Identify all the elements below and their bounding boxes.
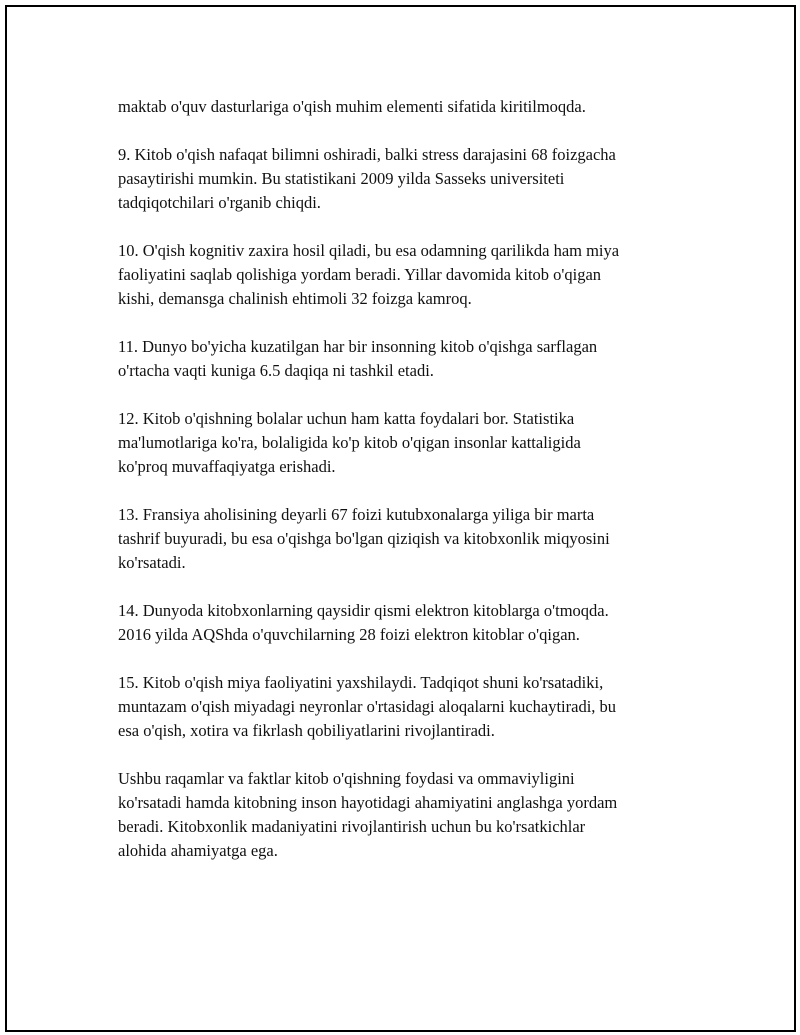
text-line: 13. Fransiya aholisining deyarli 67 foizi kutubxonalarga yiliga bir marta <box>118 505 595 524</box>
text-line: esa o'qish, xotira va fikrlash qobiliyatlarini rivojlantiradi. <box>118 721 495 740</box>
text-line: 10. O'qish kognitiv zaxira hosil qiladi, bu esa odamning qarilikda ham miya <box>118 241 620 260</box>
text-line: 14. Dunyoda kitobxonlarning qaysidir qismi elektron kitoblarga o'tmoqda. <box>118 601 609 620</box>
text-line: ko'proq muvaffaqiyatga erishadi. <box>118 457 336 476</box>
text-line: 2016 yilda AQShda o'quvchilarning 28 foizi elektron kitoblar o'qigan. <box>118 625 580 644</box>
paragraph-fact-15 <box>118 671 708 743</box>
text-line: o'rtacha vaqti kuniga 6.5 daqiqa ni tashkil etadi. <box>118 361 434 380</box>
paragraph-fact-13 <box>118 503 708 575</box>
text-line: ko'rsatadi. <box>118 553 186 572</box>
text-line: ko'rsatadi hamda kitobning inson hayotidagi ahamiyatini anglashga yordam <box>118 793 618 812</box>
document-body <box>118 95 708 887</box>
text-line: pasaytirishi mumkin. Bu statistikani 2009 yilda Sasseks universiteti <box>118 169 565 188</box>
text-line: 11. Dunyo bo'yicha kuzatilgan har bir insonning kitob o'qishga sarflagan <box>118 337 598 356</box>
paragraph-fact-12 <box>118 407 708 479</box>
page-frame <box>5 5 796 1032</box>
text-line: 15. Kitob o'qish miya faoliyatini yaxshilaydi. Tadqiqot shuni ko'rsatadiki, <box>118 673 604 692</box>
text-line: tadqiqotchilari o'rganib chiqdi. <box>118 193 321 212</box>
paragraph-fact-14 <box>118 599 708 647</box>
text-line: faoliyatini saqlab qolishiga yordam beradi. Yillar davomida kitob o'qigan <box>118 265 602 284</box>
text-line: beradi. Kitobxonlik madaniyatini rivojlantirish uchun bu ko'rsatkichlar <box>118 817 586 836</box>
text-line: ma'lumotlariga ko'ra, bolaligida ko'p kitob o'qigan insonlar kattaligida <box>118 433 581 452</box>
paragraph-fact-10 <box>118 239 708 311</box>
text-line: tashrif buyuradi, bu esa o'qishga bo'lgan qiziqish va kitobxonlik miqyosini <box>118 529 610 548</box>
paragraph-fact-11 <box>118 335 708 383</box>
text-line: Ushbu raqamlar va faktlar kitob o'qishning foydasi va ommaviyligini <box>118 769 575 788</box>
text-line: kishi, demansga chalinish ehtimoli 32 foizga kamroq. <box>118 289 472 308</box>
text-line: muntazam o'qish miyadagi neyronlar o'rtasidagi aloqalarni kuchaytiradi, bu <box>118 697 617 716</box>
paragraph-conclusion <box>118 767 708 863</box>
paragraph-fact-9 <box>118 143 708 215</box>
text-line: alohida ahamiyatga ega. <box>118 841 278 860</box>
paragraph-continuation <box>118 95 708 119</box>
text-line: 9. Kitob o'qish nafaqat bilimni oshiradi, balki stress darajasini 68 foizgacha <box>118 145 616 164</box>
text-line: 12. Kitob o'qishning bolalar uchun ham katta foydalari bor. Statistika <box>118 409 575 428</box>
text-line: maktab o'quv dasturlariga o'qish muhim elementi sifatida kiritilmoqda. <box>118 97 586 116</box>
